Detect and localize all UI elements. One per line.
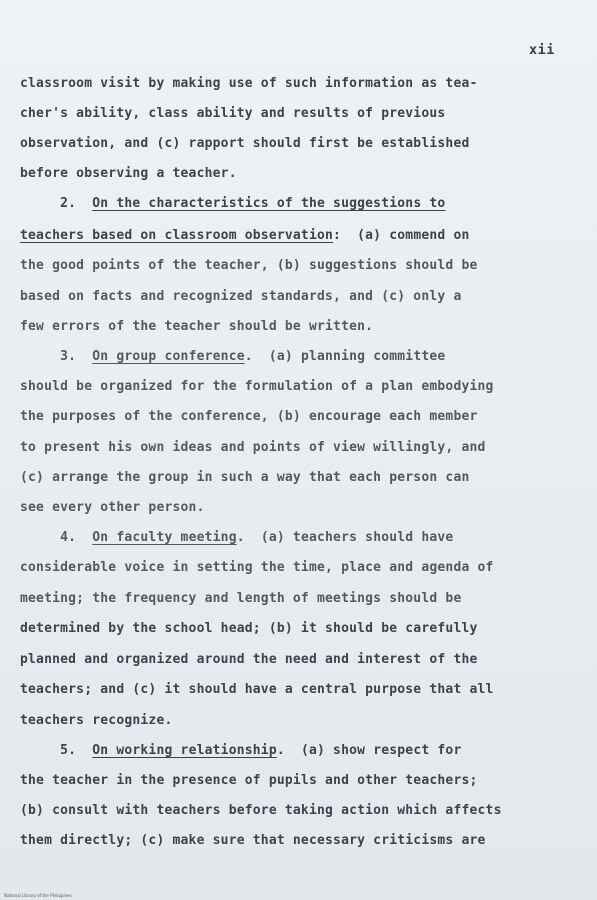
section-heading-characteristics: On the characteristics of the suggestions to <box>92 196 446 211</box>
text-line: based on facts and recognized standards, and (c) only a <box>20 289 462 304</box>
text-line: before observing a teacher. <box>20 166 237 181</box>
text-line: the purposes of the conference, (b) encourage each member <box>20 409 478 424</box>
text-line: considerable voice in setting the time, place and agenda of <box>20 560 494 575</box>
text-line: few errors of the teacher should be written. <box>20 319 374 334</box>
section-heading-working-relationship: On working relationship <box>92 743 277 758</box>
text-line: the teacher in the presence of pupils and other teachers; <box>20 773 478 788</box>
text-line: observation, and (c) rapport should first be established <box>20 136 470 151</box>
section-heading-faculty-meeting: On faculty meeting <box>92 530 237 545</box>
text-line: teachers; and (c) it should have a central purpose that all <box>20 682 494 697</box>
heading-line-2-cont: teachers based on classroom observation: (a) commend on <box>20 228 470 243</box>
text-line: the good points of the teacher, (b) suggestions should be <box>20 258 478 273</box>
text-line: cher's ability, class ability and results of previous <box>20 106 446 121</box>
text-line: should be organized for the formulation of a plan embodying <box>20 379 494 394</box>
text-line: them directly; (c) make sure that necessary criticisms are <box>20 833 486 848</box>
text-line: determined by the school head; (b) it should be carefully <box>20 621 478 636</box>
text-line: (b) consult with teachers before taking action which affects <box>20 803 502 818</box>
heading-line-4: 4. On faculty meeting. (a) teachers should have <box>20 530 454 545</box>
text-line: meeting; the frequency and length of meetings should be <box>20 591 462 606</box>
text-line: see every other person. <box>20 500 205 515</box>
heading-line-3: 3. On group conference. (a) planning committee <box>20 349 446 364</box>
text-line: teachers recognize. <box>20 713 173 728</box>
text-line: classroom visit by making use of such information as tea- <box>20 76 478 91</box>
section-heading-characteristics-cont: teachers based on classroom observation <box>20 228 334 243</box>
text-line: (c) arrange the group in such a way that each person can <box>20 470 470 485</box>
text-line: to present his own ideas and points of view willingly, and <box>20 440 486 455</box>
archive-footer: National Library of the Philippines <box>4 893 72 898</box>
page-number: xii <box>529 42 555 58</box>
heading-line-2: 2. On the characteristics of the suggestions to <box>20 196 446 211</box>
heading-line-5: 5. On working relationship. (a) show respect for <box>20 743 462 758</box>
text-line: planned and organized around the need and interest of the <box>20 652 478 667</box>
section-heading-group-conference: On group conference <box>92 349 245 364</box>
